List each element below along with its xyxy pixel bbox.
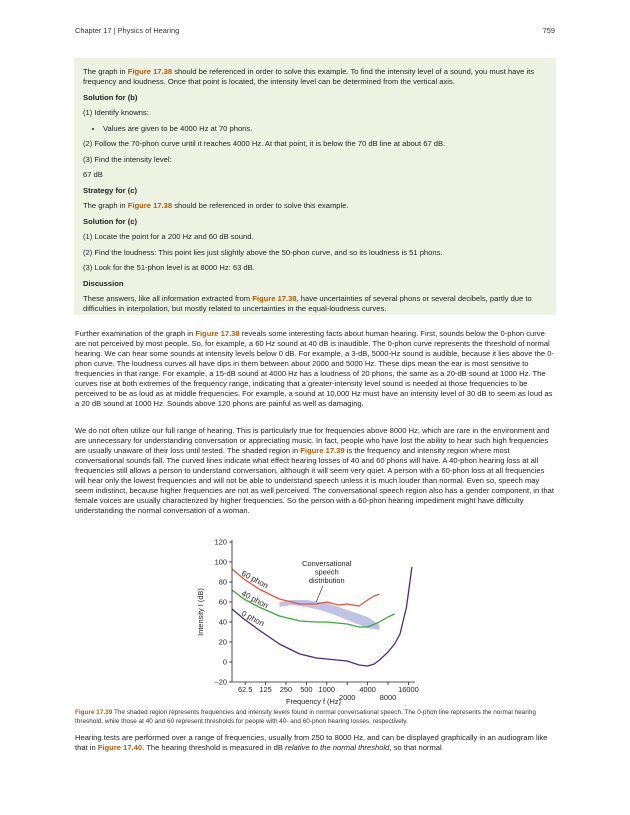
solution-c-step1: (1) Locate the point for a 200 Hz and 60 dB sound. [83,232,254,241]
example-intro [83,67,547,87]
paragraph-1-start: Further examination of the graph in [75,329,196,338]
paragraph-3-end: , so that normal [389,743,442,752]
x-tick-label: 125 [259,685,272,694]
paragraph-2-end: is the frequency and intensity region where most conversational sounds fall. The curved lines indicate what effect hearing losses of 40 and 60 phons will have. A 40-phon hearing loss at all frequencies still allows a person to understand conversation, although it will seem very quiet. A person with a 60-phon loss at all frequencies will hear only the lowest frequencies and will not be able to understand speech unless it is much louder than normal. Even so, speech may seem indistinct, because higher frequencies are not as well perceived. The conversational speech region also has a gender component, in that female voices are usually characterized by higher frequencies. So the person with a 60-phon hearing impediment might have difficulty understanding the normal conversation of a woman. [75,446,554,515]
y-tick-label: 20 [218,637,227,647]
knowns-list [83,124,547,134]
example-box [74,58,556,315]
figure-link-17-38[interactable]: Figure 17.38 [252,294,297,303]
caption-label: Figure 17.39 [75,709,113,716]
y-tick-label: 100 [214,557,227,567]
strategy-c-heading: Strategy for (c) [83,185,138,195]
discussion-text-end: , have uncertainties of several phons or several decibels, partly due to difficulties in interpolation, but mostly related to uncertainties in the equal-loudness curves. [83,294,532,313]
x-tick-label: 1000 [318,685,336,694]
series-label-0-phon: 0 phon [239,608,266,629]
hearing-loss-chart [190,532,430,708]
solution-b-step3: (3) Find the intensity level: [83,154,172,164]
figure-link-17-38[interactable]: Figure 17.38 [127,67,173,76]
paragraph-2-start: We do not often utilize our full range of hearing. This is particularly true for frequencies above 8000 Hz, which are rare in the environment and are unnecessary for understanding conversation or appreciating music. In fact, people who have lost the ability to hear such high frequencies are usually unaware of their loss until tested. The shaded region in [75,426,550,455]
page-number: 759 [542,26,555,35]
x-tick-label: 16000 [398,685,419,694]
y-tick-label: 60 [218,597,227,607]
solution-c-step2: (2) Find the loudness: This point lies just slightly above the 50-phon curve, and so its loudness is 51 phons. [83,247,443,257]
x-tick-label: 4000 [359,685,376,694]
paragraph-1-end: reveals some interesting facts about human hearing. First, sounds below the 0-phon curve are not perceived by most people. So, for example, a 60 Hz sound at 40 dB is inaudible. The 0-phon curve represents the threshold of normal hearing. We can hear some sounds at intensity levels below 0 dB. For example, a 3-dB, 5000-Hz sound is audible, because it lies above the 0-phon curve. The loudness curves all have dips in them between about 2000 and 5000 Hz. These dips mean the ear is most sensitive to frequencies in that range. For example, a 15-dB sound at 4000 Hz has a loudness of 20 phons, the same as a 20-dB sound at 1000 Hz. The curves rise at both extremes of the frequency range, indicating that a greater-intensity level sound is needed at those frequencies to be perceived to be as loud as at middle frequencies. For example, a sound at 10,000 Hz must have an intensity level of 30 dB to seem as loud as a 20 dB sound at 1000 Hz. Sounds above 120 phons are painful as well as damaging. [75,329,554,408]
solution-b-answer: 67 dB [83,170,103,179]
paragraph-3-mid: . The hearing threshold is measured in dB [142,743,286,752]
paragraph-2 [75,426,557,516]
paragraph-3-italic: relative to the normal threshold [285,743,390,752]
discussion-text [83,294,547,314]
intro-text: The graph in [83,67,128,76]
caption-text: The shaded region represents frequencies and intensity levels found in normal conversational speech. The 0-phon line represents the normal hearing threshold, while those at 40 and 60 represent thresholds for people with 40- and 60-phon hearing losses, respectively. [75,709,536,725]
solution-b-step1: (1) Identify knowns: [83,108,149,117]
y-tick-label: 40 [218,617,227,627]
solution-c-heading: Solution for (c) [83,216,137,226]
list-item: • Values are given to be 4000 Hz at 70 phons. [103,124,547,134]
speech-annotation-line: distribution [308,576,345,585]
discussion-heading: Discussion [83,278,124,288]
solution-c-step3: (3) Look for the 51-phon level is at 8000 Hz: 63 dB. [83,263,255,272]
y-tick-label: 120 [214,537,227,547]
strategy-c-text [83,201,547,211]
y-axis-label: Intensity I (dB) [196,588,205,636]
paragraph-3-start: Hearing tests are performed over a range of frequencies, usually from 250 to 8000 Hz, and can be displayed graphically in an audiogram like that in [75,733,548,752]
y-tick-label: −20 [214,677,227,687]
x-tick-label: 8000 [379,693,397,702]
figure-link-17-40[interactable]: Figure 17.40 [97,743,143,752]
solution-b-step2: (2) Follow the 70-phon curve until it reaches 4000 Hz. At that point, it is below the 70 dB line at about 67 dB. [83,139,446,148]
chapter-title: Chapter 17 | Physics of Hearing [75,26,180,35]
discussion-text-start: These answers, like all information extracted from [83,294,253,303]
figure-link-17-39[interactable]: Figure 17.39 [300,446,345,455]
strategy-text: The graph in [83,201,128,210]
figure-17-39 [190,532,430,708]
figure-link-17-38[interactable]: Figure 17.38 [195,329,240,338]
series-label-60-phon: 60 phon [239,568,270,591]
y-tick-label: 80 [218,577,227,587]
speech-annotation-line: Conversational [302,559,352,568]
annotation-pointer [316,586,323,602]
x-axis-label: Frequency f (Hz) [285,697,342,706]
series-label-40-phon: 40 phon [239,588,270,611]
paragraph-3 [75,733,557,753]
figure-link-17-38[interactable]: Figure 17.38 [127,201,173,210]
intro-text-end: should be referenced in order to solve this example. To find the intensity level of a sound, you must have its frequency and loudness. Once that point is located, the intensity level can be determined from the vertical axis. [83,67,535,86]
strategy-text-end: should be referenced in order to solve this example. [172,201,349,210]
speech-region [279,600,379,630]
paragraph-1 [75,329,557,409]
speech-annotation-line: speech [314,567,339,577]
x-tick-label: 2000 [338,693,356,702]
figure-caption [75,709,557,726]
solution-b-heading: Solution for (b) [83,92,138,102]
x-tick-label: 250 [279,685,293,694]
y-tick-label: 0 [222,657,227,667]
x-tick-label: 500 [300,685,313,694]
x-tick-label: 62.5 [237,685,253,694]
